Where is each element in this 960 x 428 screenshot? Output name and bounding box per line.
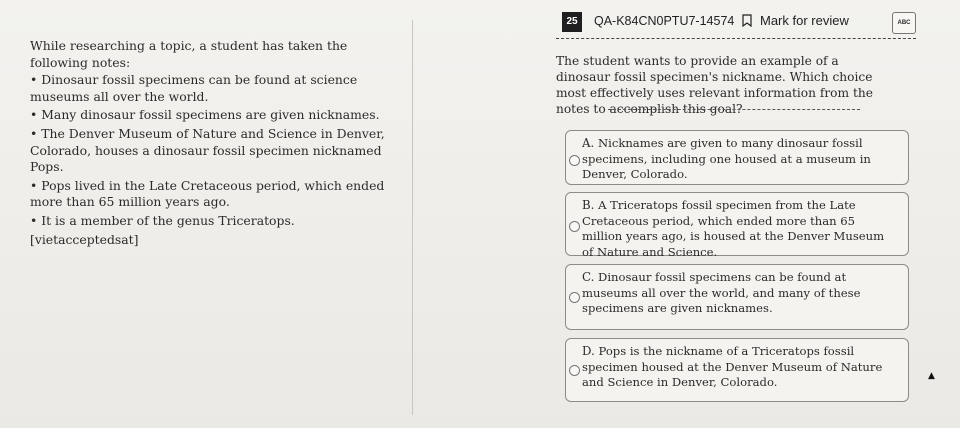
- choice-letter: B.: [582, 198, 595, 212]
- note-bullet: • Many dinosaur fossil specimens are given nicknames.: [30, 107, 400, 124]
- question-id: QA-K84CN0PTU7-14574: [594, 14, 735, 28]
- notes-list: [30, 72, 400, 229]
- mark-for-review-label: Mark for review: [760, 13, 849, 28]
- choice-text: A Triceratops fossil specimen from the Late Cretaceous period, which ended more than 65 million years ago, is housed at the Denver Museum of Nature and Science.: [582, 198, 885, 259]
- choice-text: Dinosaur fossil specimens can be found at museums all over the world, and many of these specimens are given nicknames.: [582, 270, 861, 315]
- question-number: 25: [562, 12, 582, 32]
- radio-icon[interactable]: [569, 221, 580, 232]
- bookmark-icon: [742, 14, 752, 27]
- choice-text: Pops is the nickname of a Triceratops fossil specimen housed at the Denver Museum of Nature and Science in Denver, Colorado.: [582, 344, 883, 389]
- answer-choice-c[interactable]: [565, 264, 909, 330]
- notes-intro: While researching a topic, a student has taken the following notes:: [30, 38, 348, 70]
- header-divider: [556, 38, 916, 39]
- answer-choice-b[interactable]: [565, 192, 909, 259]
- prompt-underline: [608, 109, 860, 110]
- note-bullet: • The Denver Museum of Nature and Science in Denver, Colorado, houses a dinosaur fossil specimen nicknamed Pops.: [30, 126, 400, 176]
- choice-c-content: [582, 270, 898, 317]
- choice-letter: C.: [582, 270, 595, 284]
- notes-panel: [30, 38, 400, 248]
- question-header: [556, 10, 916, 36]
- choice-text: Nicknames are given to many dinosaur fossil specimens, including one housed at a museum in Denver, Colorado.: [582, 136, 871, 181]
- answer-choice-d[interactable]: [565, 338, 909, 402]
- choice-a-content: [582, 136, 898, 183]
- notes-source: [vietacceptedsat]: [30, 231, 139, 247]
- note-bullet: • Pops lived in the Late Cretaceous period, which ended more than 65 million years ago.: [30, 178, 400, 211]
- abc-eliminator-button[interactable]: ABC: [892, 12, 916, 34]
- radio-icon[interactable]: [569, 365, 580, 376]
- note-bullet: • It is a member of the genus Triceratops.: [30, 213, 400, 230]
- question-prompt: The student wants to provide an example of a dinosaur fossil specimen's nickname. Which choice most effectively uses relevant information from the notes to accomplish this goal?: [556, 54, 873, 116]
- radio-icon[interactable]: [569, 155, 580, 166]
- mark-for-review-button[interactable]: [742, 13, 849, 28]
- choice-letter: A.: [582, 136, 595, 150]
- pane-divider[interactable]: [412, 20, 413, 415]
- mouse-cursor-icon: ▲: [928, 371, 935, 381]
- choice-d-content: [582, 344, 898, 391]
- choice-letter: D.: [582, 344, 595, 358]
- answer-choice-a[interactable]: [565, 130, 909, 185]
- radio-icon[interactable]: [569, 292, 580, 303]
- choice-b-content: [582, 198, 898, 260]
- note-bullet: • Dinosaur fossil specimens can be found at science museums all over the world.: [30, 72, 400, 105]
